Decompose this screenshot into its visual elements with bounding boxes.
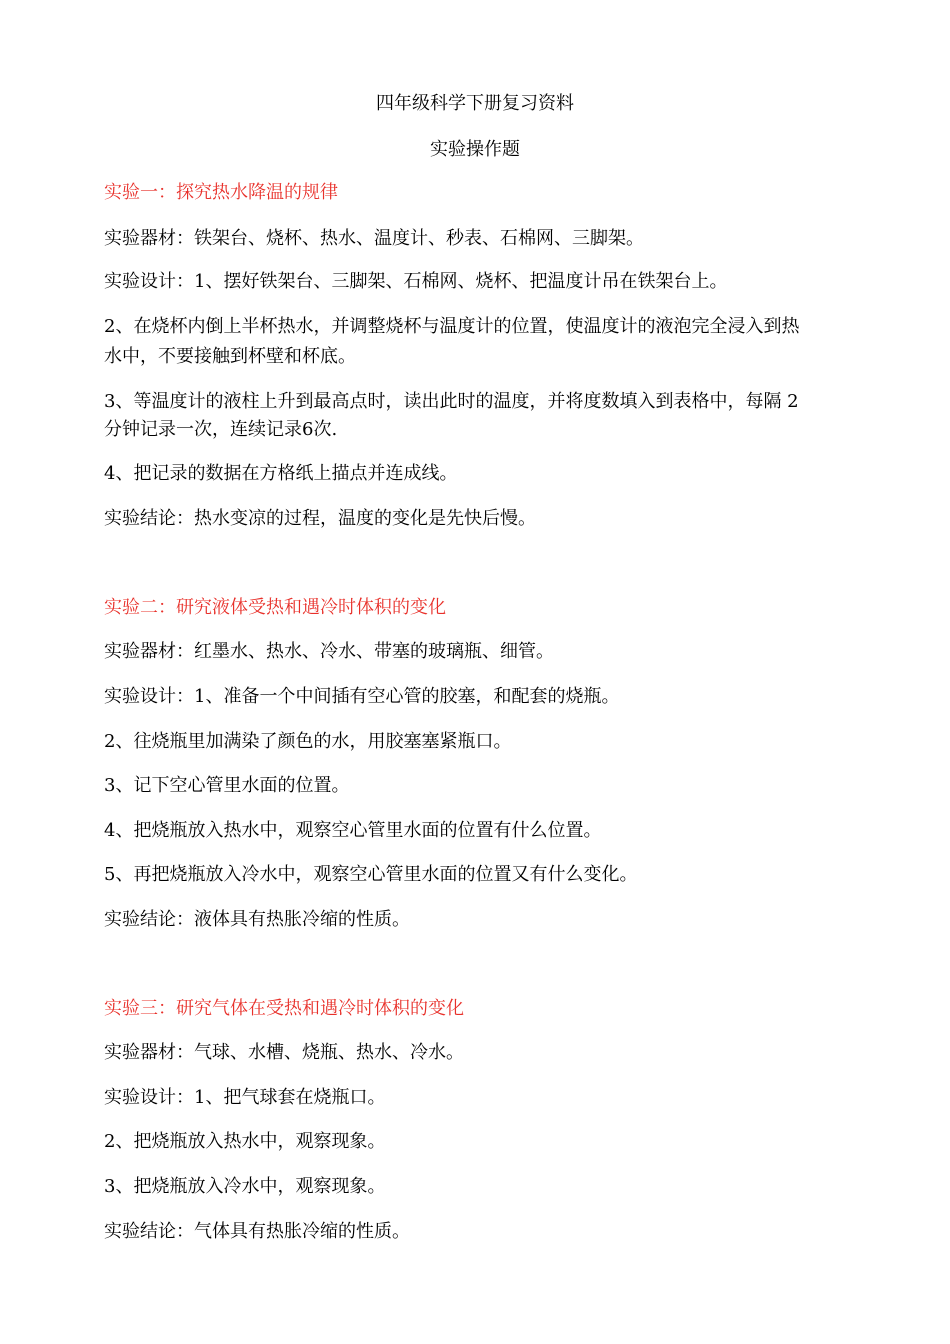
exp1-design-step-4: 4、把记录的数据在方格纸上描点并连成线。 [104, 463, 458, 484]
exp3-design-step-1: 实验设计：1、把气球套在烧瓶口。 [104, 1087, 386, 1108]
exp1-design-step-3-line-1: 3、等温度计的液柱上升到最高点时，读出此时的温度，并将度数填入到表格中，每隔 2 [104, 391, 799, 412]
exp2-design-step-3: 3、记下空心管里水面的位置。 [104, 775, 350, 796]
exp1-design-step-1: 实验设计：1、摆好铁架台、三脚架、石棉网、烧杯、把温度计吊在铁架台上。 [104, 271, 728, 292]
document-title: 四年级科学下册复习资料 [376, 93, 574, 114]
exp3-design-step-2: 2、把烧瓶放入热水中，观察现象。 [104, 1131, 386, 1152]
exp2-design-step-5: 5、再把烧瓶放入冷水中，观察空心管里水面的位置又有什么变化。 [104, 864, 638, 885]
exp2-materials: 实验器材：红墨水、热水、冷水、带塞的玻璃瓶、细管。 [104, 641, 554, 662]
exp2-heading: 实验二：研究液体受热和遇冷时体积的变化 [104, 597, 446, 618]
exp1-conclusion: 实验结论：热水变凉的过程，温度的变化是先快后慢。 [104, 508, 536, 529]
exp1-design-step-2-line-1: 2、在烧杯内倒上半杯热水，并调整烧杯与温度计的位置，使温度计的液泡完全浸入到热 [104, 316, 800, 337]
exp3-design-step-3: 3、把烧瓶放入冷水中，观察现象。 [104, 1176, 386, 1197]
exp3-materials: 实验器材：气球、水槽、烧瓶、热水、冷水。 [104, 1042, 464, 1063]
exp1-design-step-3-line-2: 分钟记录一次，连续记录6次. [104, 419, 338, 440]
exp2-conclusion: 实验结论：液体具有热胀冷缩的性质。 [104, 909, 410, 930]
document-subtitle: 实验操作题 [430, 139, 520, 160]
exp1-materials: 实验器材：铁架台、烧杯、热水、温度计、秒表、石棉网、三脚架。 [104, 228, 644, 249]
exp2-design-step-2: 2、往烧瓶里加满染了颜色的水，用胶塞塞紧瓶口。 [104, 731, 512, 752]
exp3-heading: 实验三：研究气体在受热和遇冷时体积的变化 [104, 998, 464, 1019]
exp1-heading: 实验一：探究热水降温的规律 [104, 182, 338, 203]
exp1-design-step-2-line-2: 水中，不要接触到杯壁和杯底。 [104, 346, 356, 367]
exp2-design-step-4: 4、把烧瓶放入热水中，观察空心管里水面的位置有什么位置。 [104, 820, 602, 841]
exp2-design-step-1: 实验设计：1、准备一个中间插有空心管的胶塞，和配套的烧瓶。 [104, 686, 620, 707]
exp3-conclusion: 实验结论：气体具有热胀冷缩的性质。 [104, 1221, 410, 1242]
